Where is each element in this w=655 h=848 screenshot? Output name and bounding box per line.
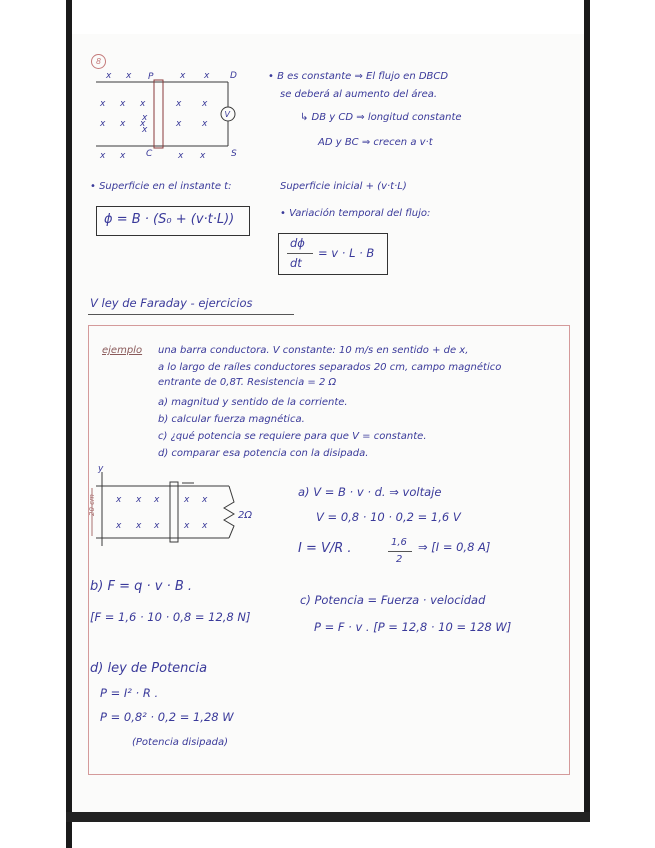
field-mark: x (202, 521, 208, 531)
note-line-3: ↳ DB y CD ⇒ longitud constante (300, 112, 462, 123)
answer-a-current: I = V/R . (298, 541, 352, 556)
note-line-1: • B es constante ⇒ El flujo en DBCD (268, 71, 449, 82)
field-mark: x (184, 521, 190, 531)
question-c: c) ¿qué potencia se requiere para que V = constante. (158, 431, 427, 442)
field-mark: x (202, 495, 208, 505)
answer-a-fraction-bar (388, 551, 412, 552)
field-mark: x (176, 119, 182, 129)
answer-d-line-2: P = I² · R . (100, 686, 159, 700)
answer-b-line-1: b) F = q · v · B . (90, 579, 193, 594)
field-mark: x (136, 495, 142, 505)
field-mark: x (180, 71, 186, 81)
diagram-moving-bar (88, 68, 248, 160)
field-mark: x (142, 113, 148, 123)
field-mark: x (116, 495, 122, 505)
answer-a-fraction-den: 2 (396, 554, 403, 565)
field-mark: x (202, 99, 208, 109)
field-mark: x (106, 71, 112, 81)
example-label: ejemplo (102, 345, 143, 356)
question-d: d) comparar esa potencia con la disipada. (158, 448, 369, 459)
field-mark: x (120, 151, 126, 160)
note-line-2: se deberá al aumento del área. (280, 89, 438, 100)
field-mark: x (140, 119, 146, 129)
question-a: a) magnitud y sentido de la corriente. (158, 397, 348, 408)
field-mark: x (178, 151, 184, 160)
field-mark: x (100, 119, 106, 129)
field-mark: x (154, 521, 160, 531)
field-mark: x (120, 99, 126, 109)
y-axis-label: y (98, 466, 104, 474)
resistor (224, 486, 234, 538)
field-mark: x (116, 521, 122, 531)
note-line-4: AD y BC ⇒ crecen a v·t (318, 137, 433, 148)
field-mark: x (200, 151, 206, 160)
diagram1-label-c: C (146, 149, 153, 159)
diagram1-label-d: D (230, 71, 237, 81)
diagram1-label-p: P (148, 72, 154, 82)
field-mark: x (126, 71, 132, 81)
derivative-rhs: = v · L · B (318, 246, 375, 260)
answer-d-line-4: (Potencia disipada) (132, 737, 229, 748)
field-mark: x (100, 99, 106, 109)
answer-a-line-1: a) V = B · v · d. ⇒ voltaje (298, 485, 442, 499)
field-mark: x (120, 119, 126, 129)
width-label: 20 cm (88, 494, 96, 516)
section-title: V ley de Faraday - ejercicios (90, 296, 253, 310)
field-mark: x (142, 125, 148, 135)
answer-b-line-2: [F = 1,6 · 10 · 0,8 = 12,8 N] (90, 610, 251, 624)
fraction-bar (287, 253, 313, 254)
field-mark: x (136, 521, 142, 531)
field-mark: x (176, 99, 182, 109)
answer-c-line-1: c) Potencia = Fuerza · velocidad (300, 593, 486, 607)
flux-formula: ϕ = B · (S₀ + (v·t·L)) (104, 212, 235, 227)
example-line-3: entrante de 0,8T. Resistencia = 2 Ω (158, 377, 337, 388)
scan-border-bottom (66, 812, 590, 822)
answer-a-result: ⇒ [I = 0,8 A] (418, 540, 491, 554)
section-title-underline (88, 314, 294, 315)
derivative-denominator: dt (290, 256, 302, 270)
example-line-2: a lo largo de raíles conductores separados 20 cm, campo magnético (158, 362, 502, 373)
answer-d-line-3: P = 0,8² · 0,2 = 1,28 W (100, 710, 234, 724)
question-b: b) calcular fuerza magnética. (158, 414, 305, 425)
field-mark: x (100, 151, 106, 160)
voltmeter-symbol: V (224, 110, 230, 119)
variation-label: • Variación temporal del flujo: (280, 208, 431, 219)
answer-c-line-2: P = F · v . [P = 12,8 · 10 = 128 W] (314, 620, 512, 634)
resistor-label: 2Ω (238, 510, 253, 521)
field-mark: x (184, 495, 190, 505)
derivative-numerator: dϕ (290, 236, 305, 250)
field-mark: x (140, 99, 146, 109)
answer-a-fraction-num: 1,6 (391, 537, 407, 548)
field-mark: x (204, 71, 210, 81)
answer-d-line-1: d) ley de Potencia (90, 661, 208, 676)
sliding-bar (170, 482, 178, 542)
surface-expression: Superficie inicial + (v·t·L) (280, 181, 407, 192)
answer-a-line-2: V = 0,8 · 10 · 0,2 = 1,6 V (316, 510, 461, 524)
field-mark: x (202, 119, 208, 129)
example-line-1: una barra conductora. V constante: 10 m/s en sentido + de x, (158, 345, 469, 356)
diagram-bar-resistor (74, 466, 274, 556)
surface-label: • Superficie en el instante t: (90, 181, 232, 192)
field-mark: x (154, 495, 160, 505)
page-number: 8 (91, 54, 106, 69)
scan-border-right (584, 0, 590, 820)
diagram1-label-s: S (231, 149, 237, 159)
sliding-bar (154, 80, 163, 148)
